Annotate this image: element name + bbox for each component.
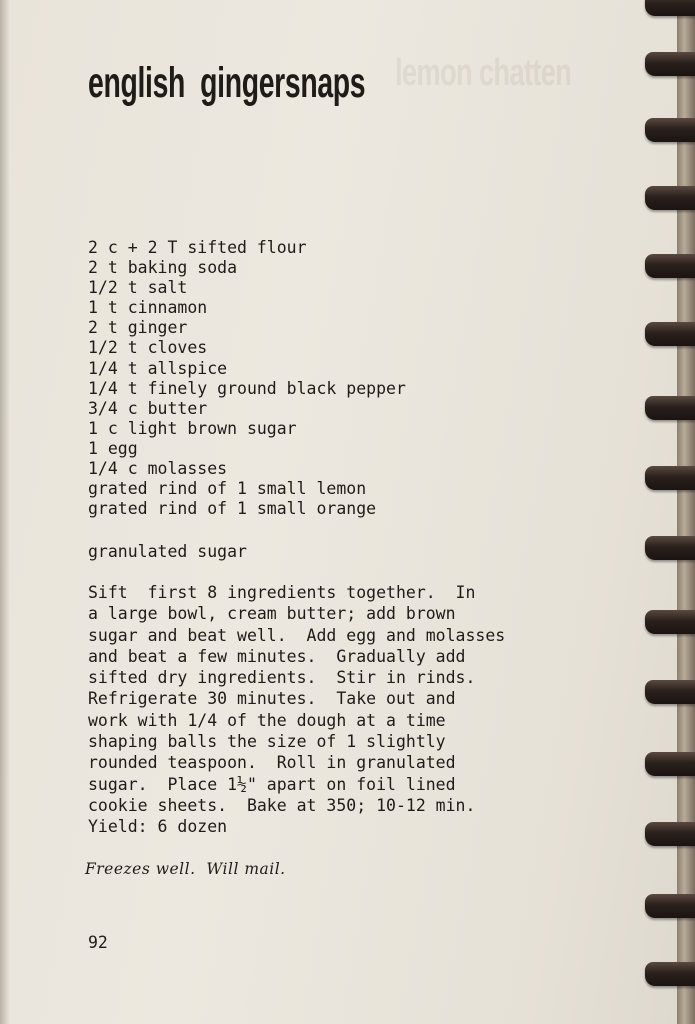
binding-coil	[645, 536, 695, 560]
binding-coil	[645, 822, 695, 846]
binding-coil	[645, 752, 695, 776]
binding-coil	[645, 610, 695, 634]
show-through-title: lemon chatten	[395, 52, 572, 94]
direction-line: Yield: 6 dozen	[88, 817, 228, 837]
ingredient-item: grated rind of 1 small lemon	[88, 479, 367, 499]
direction-line: work with 1/4 of the dough at a time	[88, 710, 446, 730]
binding-coil	[645, 396, 695, 420]
binding-coil	[645, 962, 695, 986]
spiral-binding	[637, 0, 695, 1024]
binding-coil	[645, 186, 695, 210]
binding-coil	[645, 52, 695, 76]
ingredient-item: 3/4 c butter	[88, 398, 208, 418]
direction-line: and beat a few minutes. Gradually add	[88, 646, 466, 666]
directions	[88, 582, 505, 838]
ingredient-list	[88, 238, 406, 519]
ingredient-item: 1/4 t finely ground black pepper	[88, 378, 406, 398]
direction-line: shaping balls the size of 1 slightly	[88, 732, 446, 752]
ingredient-item: 2 c + 2 T sifted flour	[88, 238, 307, 257]
ingredient-item: 1/4 c molasses	[88, 459, 228, 479]
direction-line: sugar and beat well. Add egg and molasses	[88, 625, 506, 645]
page-number: 92	[88, 933, 108, 952]
recipe-title: english gingersnaps	[88, 59, 366, 107]
direction-line: rounded teaspoon. Roll in granulated	[88, 753, 456, 773]
ingredient-item: 2 t baking soda	[88, 258, 238, 278]
recipe-note: Freezes well. Will mail.	[85, 860, 286, 878]
binding-coil	[645, 322, 695, 346]
direction-line: a large bowl, cream butter; add brown	[88, 604, 456, 624]
direction-line: cookie sheets. Bake at 350; 10-12 min.	[88, 795, 476, 815]
binding-coil	[645, 894, 695, 918]
ingredient-item: 1 c light brown sugar	[88, 418, 297, 438]
ingredient-item: grated rind of 1 small orange	[88, 499, 377, 519]
binding-coil	[645, 680, 695, 704]
direction-line: sugar. Place 1½" apart on foil lined	[88, 774, 456, 794]
ingredient-item: 1/2 t cloves	[88, 338, 208, 358]
binding-gap	[677, 0, 695, 1024]
extra-ingredient: granulated sugar	[88, 542, 247, 561]
ingredient-item: 1/4 t allspice	[88, 358, 228, 378]
binding-coil	[645, 466, 695, 490]
direction-line: Refrigerate 30 minutes. Take out and	[88, 689, 456, 709]
ingredient-item: 2 t ginger	[88, 318, 188, 338]
page-edge-shadow	[0, 0, 10, 1024]
binding-coil	[645, 254, 695, 278]
direction-line: sifted dry ingredients. Stir in rinds.	[88, 668, 476, 688]
ingredient-item: 1 t cinnamon	[88, 298, 208, 318]
ingredient-item: 1/2 t salt	[88, 278, 188, 298]
binding-coil	[645, 118, 695, 142]
ingredient-item: 1 egg	[88, 438, 138, 458]
direction-line: Sift first 8 ingredients together. In	[88, 583, 476, 602]
binding-coil	[645, 0, 695, 16]
